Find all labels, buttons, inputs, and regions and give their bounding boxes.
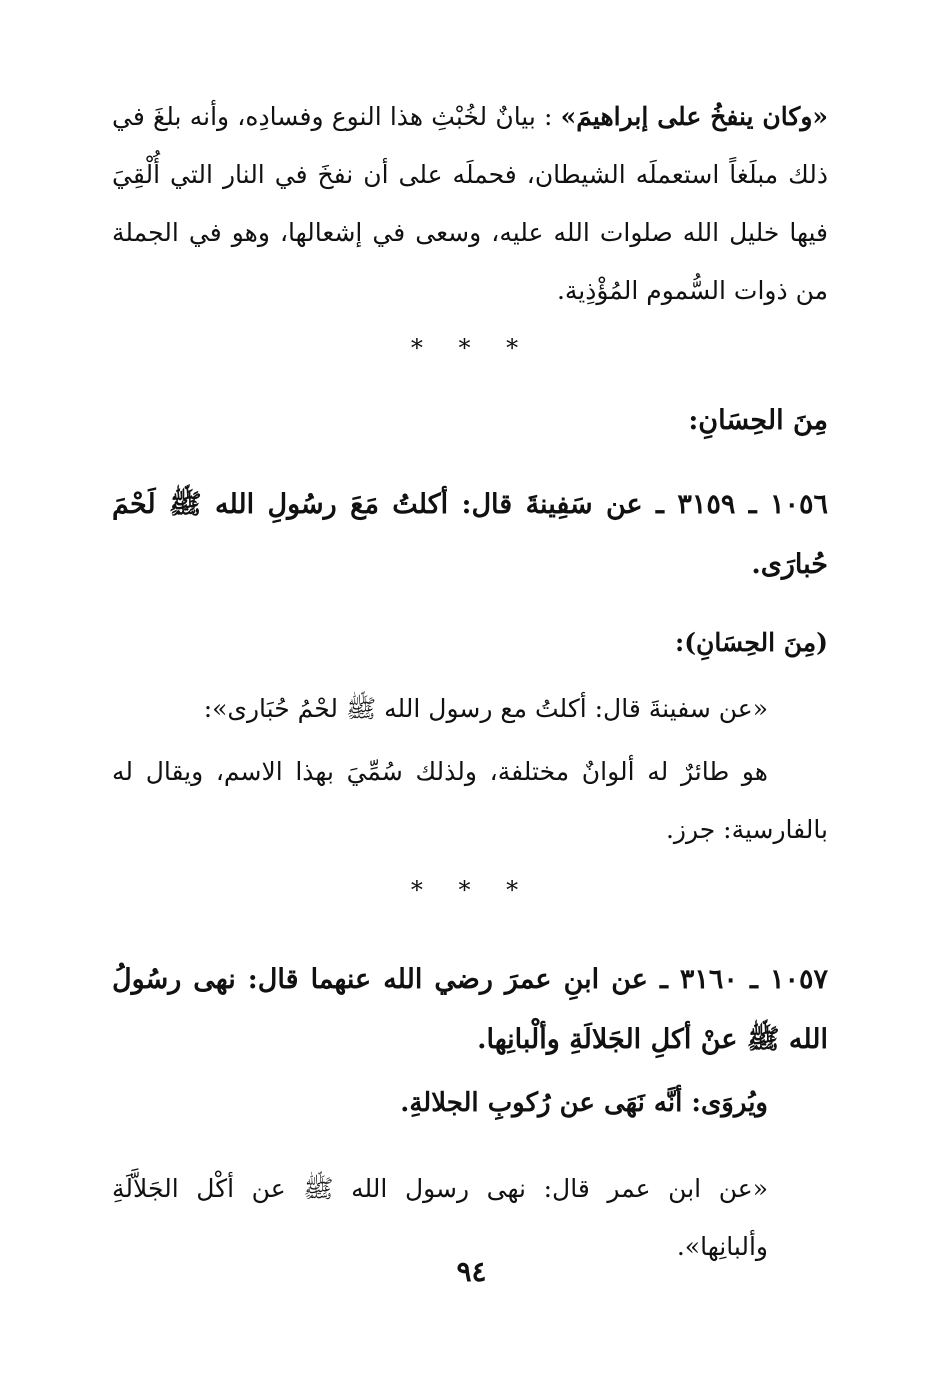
quote-1057: «عن ابن عمر قال: نهى رسول الله ﷺ عن أكْل الجَلاَّلَةِ وألبانِها». [112,1174,768,1261]
commentary-lead-phrase: «وكان ينفخُ على إبراهيمَ» [560,102,829,131]
hadith-1056: ١٠٥٦ ـ ٣١٥٩ ـ عن سَفِينةَ قال: أكلتُ مَعَ رسُولِ الله ﷺ لَحْمَ حُبارَى. [112,489,828,580]
hadith-1057-riwaya: ويُروَى: أنَّه نَهَى عن رُكوبِ الجلالةِ. [400,1088,768,1118]
commentary-paragraph [112,88,828,320]
section-heading: مِنَ الحِسَانِ: [688,405,828,436]
section-separator: * * * [410,334,533,362]
section-separator-2: * * * [410,876,533,904]
explanation-1056: هو طائرٌ له ألوانٌ مختلفة، ولذلك سُمِّيَ بهذا الاسم، ويقال له بالفارسية: جرز. [112,757,828,844]
hadith-1057: ١٠٥٧ ـ ٣١٦٠ ـ عن ابنِ عمرَ رضي الله عنهما قال: نهى رسُولُ الله ﷺ عنْ أكلِ الجَلالَةِ وألْبانِها. [112,964,828,1055]
section-heading-commentary: (مِنَ الحِسَانِ): [675,628,828,657]
quote-1056: «عن سفينةَ قال: أكلتُ مع رسول الله ﷺ لحْمُ حُبَارى»: [203,694,768,723]
page-number: ٩٤ [456,1255,487,1288]
commentary-text: : بيانٌ لخُبْثِ هذا النوع وفسادِه، وأنه بلغَ في ذلك مبلَغاً استعملَه الشيطان، فحملَه على أن نفخَ في النار التي أُلْقِيَ فيها خليل الله صلوات الله عليه، وسعى في إشعالها، وهو في الجملة من ذوات السُّموم المُؤْذِية. [112,102,828,305]
